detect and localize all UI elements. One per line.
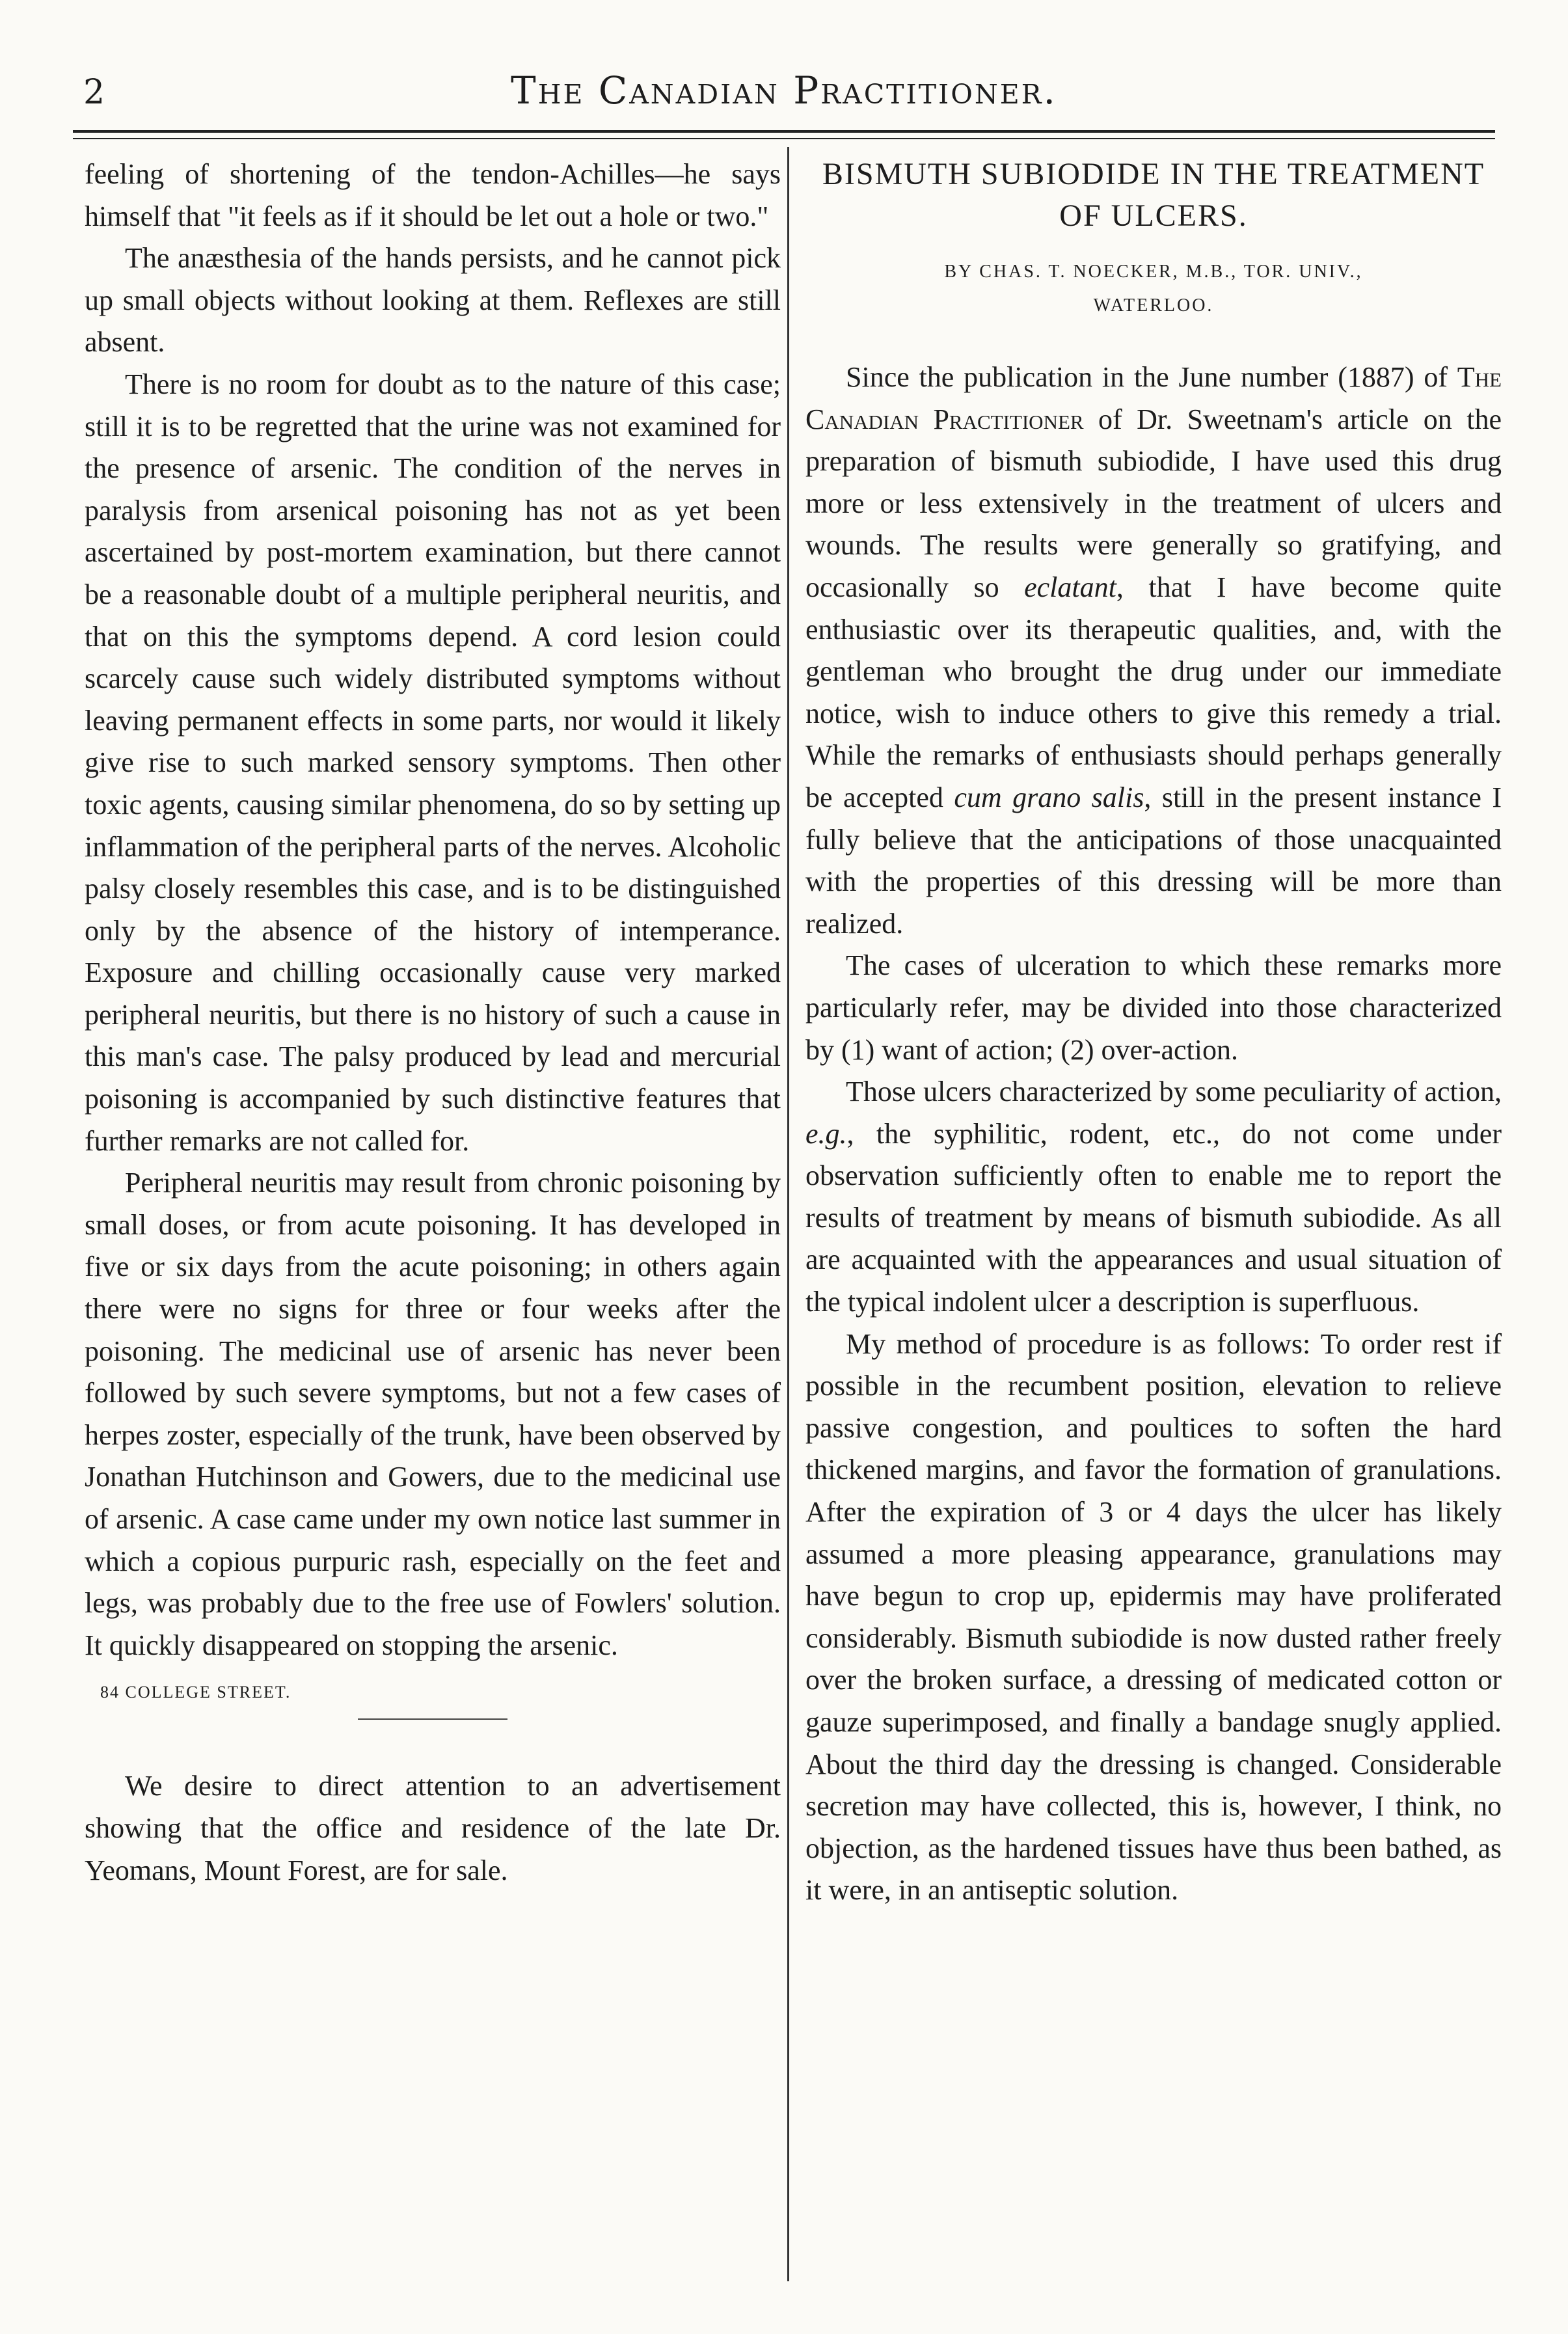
article-title: BISMUTH SUBIODIDE IN THE TREATMENT OF ULCERS. — [822, 157, 1485, 233]
italic-term: eclatant — [1024, 571, 1116, 603]
text-run: , the syphilitic, rodent, etc., do not come under observation sufficiently often to enable me to report the results of treatment by means of bismuth subiodide. As all are acquainted with the appearances and usual situation of the typical indolent ulcer a description is superfluous. — [805, 1117, 1502, 1318]
right-column — [805, 154, 1502, 1912]
advertisement-notice: We desire to direct attention to an advertisement showing that the office and residence of the late Dr. Yeomans, Mount Forest, are for sale. — [85, 1770, 781, 1886]
paragraph — [805, 357, 1502, 945]
italic-term: cum grano salis — [954, 781, 1144, 813]
column-divider — [787, 147, 789, 2281]
text-run: , still in the present instance I fully believe that the anticipations of those unacquainted with the properties of this dressing will be more than realized. — [805, 781, 1502, 940]
text-run: Those ulcers characterized by some peculiarity of action, — [846, 1076, 1502, 1108]
paragraph — [805, 1071, 1502, 1323]
paragraph: There is no room for doubt as to the nature of this case; still it is to be regretted that the urine was not examined for the presence of arsenic. The condition of the nerves in paralysis from arsenical poisoning has not as yet been ascertained by post-mortem examination, but there cannot be a reasonable doubt of a multiple peripheral neuritis, and that on this the symptoms depend. A cord lesion could scarcely cause such widely distributed symptoms without leaving permanent effects in some parts, nor would it likely give rise to such marked sensory symptoms. Then other toxic agents, causing similar phenomena, do so by setting up inflammation of the peripheral parts of the nerves. Alcoholic palsy closely resembles this case, and is to be distinguished only by the absence of the history of intemperance. Exposure and chilling occasionally cause very marked peripheral neuritis, but there is no history of such a cause in this man's case. The palsy produced by lead and mercurial poisoning is accompanied by such distinctive features that further remarks are not called for. — [85, 368, 781, 1157]
text-run: of Dr. Sweetnam's article on the preparation of bismuth subiodide, I have used this drug more or less extensively in the treatment of ulcers and wounds. The results were generally so gratifying, and occasionally so — [805, 403, 1502, 603]
byline-location: WATERLOO. — [1093, 295, 1214, 316]
paragraph: The cases of ulceration to which these remarks more particularly refer, may be divided into those characterized by (1) want of action; (2) over-action. — [805, 949, 1502, 1066]
byline — [805, 255, 1502, 323]
header-rule-thick — [73, 130, 1495, 133]
running-head: The Canadian Practitioner. — [511, 68, 1057, 113]
header-rule-thin — [73, 138, 1495, 139]
text-run: , that I have become quite enthusiastic over its therapeutic qualities, and, with the gentleman who brought the drug under our immediate notice, wish to induce others to give this remedy a trial. While the remarks of enthusiasts should perhaps generally be accepted — [805, 571, 1502, 813]
text-run: Since the publication in the June number (1887) of — [846, 361, 1457, 393]
paragraph: feeling of shortening of the tendon-Achilles—he says himself that "it feels as if it should be let out a hole or two." — [85, 158, 781, 232]
byline-author: BY CHAS. T. NOECKER, M.B., TOR. UNIV., — [944, 262, 1363, 282]
page-number: 2 — [83, 73, 105, 112]
left-column — [85, 154, 781, 1892]
section-separator — [358, 1718, 507, 1720]
paragraph: My method of procedure is as follows: To order rest if possible in the recumbent position, elevation to relieve passive congestion, and poultices to soften the hard thickened margins, and favor the formation of granulations. After the expiration of 3 or 4 days the ulcer has likely assumed a more pleasing appearance, granulations may have begun to crop up, epidermis may have proliferated considerably. Bismuth subiodide is now dusted rather freely over the broken surface, a dressing of medicated cotton or gauze superimposed, and finally a bandage snugly applied. About the third day the dressing is changed. Considerable secretion may have collected, this is, however, I think, no objection, as the hardened tissues have thus been bathed, as it were, in an antiseptic solution. — [805, 1327, 1502, 1907]
paragraph: Peripheral neuritis may result from chronic poisoning by small doses, or from acute poisoning. It has developed in five or six days from the acute poisoning; in others again there were no signs for three or four weeks after the poisoning. The medicinal use of arsenic has never been followed by such severe symptoms, but not a few cases of herpes zoster, especially of the trunk, have been observed by Jonathan Hutchinson and Gowers, due to the medicinal use of arsenic. A case came under my own notice last summer in which a copious purpuric rash, especially on the feet and legs, was probably due to the free use of Fowlers' solution. It quickly disappeared on stopping the arsenic. — [85, 1167, 781, 1661]
journal-name: The Canadian Practitioner — [805, 361, 1502, 435]
italic-term: e.g. — [805, 1117, 847, 1150]
paragraph: The anæsthesia of the hands persists, and he cannot pick up small objects without looking at them. Reflexes are still absent. — [85, 242, 781, 359]
author-address: 84 COLLEGE STREET. — [100, 1683, 291, 1702]
